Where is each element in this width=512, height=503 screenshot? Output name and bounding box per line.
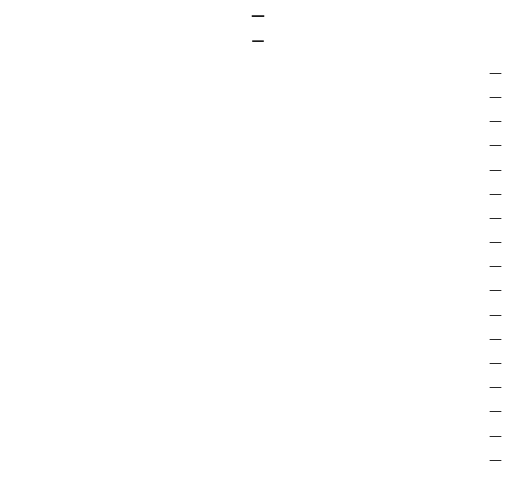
article-body-line: — xyxy=(489,259,502,275)
article-body xyxy=(14,62,502,473)
article-body-line: — xyxy=(489,307,502,323)
article-body-line: — xyxy=(489,65,502,81)
article-headline: — xyxy=(251,8,265,24)
article-body-line: — xyxy=(489,452,502,468)
article-body-line: — xyxy=(489,404,502,420)
article-body-line: — xyxy=(489,210,502,226)
article-body-line: — xyxy=(489,331,502,347)
article-body-line: — xyxy=(489,89,502,105)
article-body-line: — xyxy=(489,380,502,396)
article-body-line: — xyxy=(489,186,502,202)
article-subheadline: — xyxy=(251,33,265,49)
article-body-line: — xyxy=(489,428,502,444)
article-body-line: — xyxy=(489,138,502,154)
article-body-line: — xyxy=(489,162,502,178)
article-body-line: — xyxy=(489,356,502,371)
article-body-line: — xyxy=(489,283,502,299)
article-body-line: — xyxy=(489,235,502,251)
article-body-line: — xyxy=(489,114,502,130)
